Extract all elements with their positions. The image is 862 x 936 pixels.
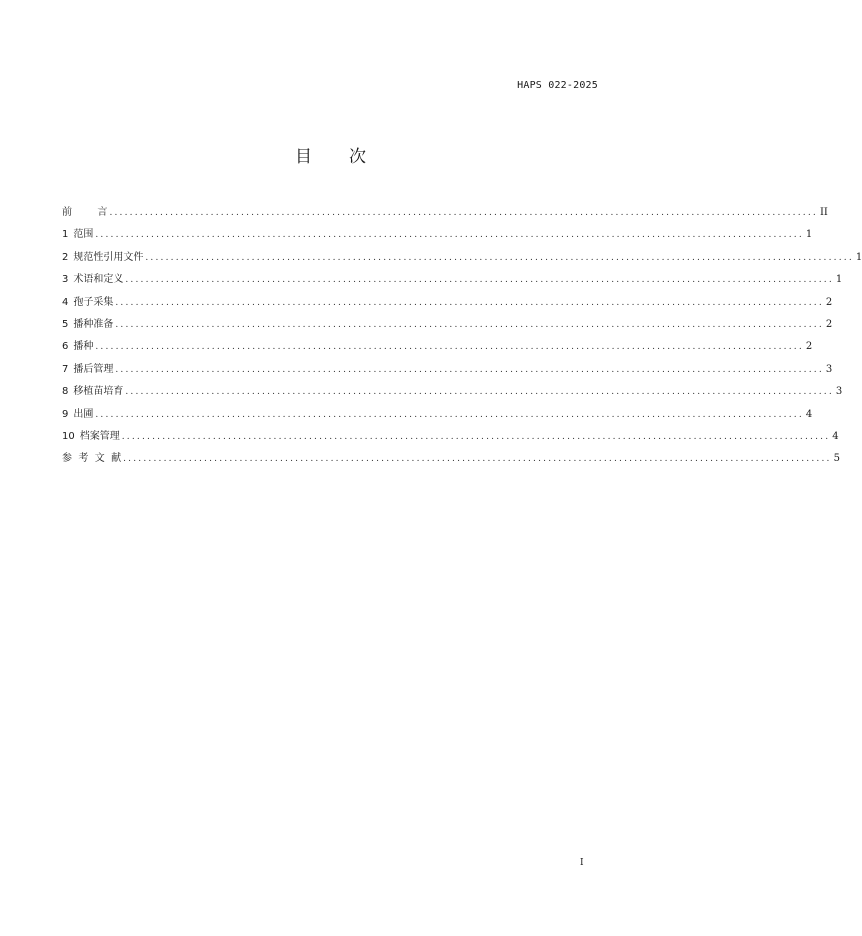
toc-entry-normative-references[interactable] <box>62 247 862 269</box>
toc-leader-dots: ............................................................................................................................................ <box>95 409 804 420</box>
toc-entry-number: 3 <box>62 274 69 286</box>
toc-entry-label: 规范性引用文件 <box>73 251 144 263</box>
toc-entry-spore-collection[interactable] <box>62 292 833 314</box>
toc-entry-label: 范围 <box>73 229 94 241</box>
toc-entry-label: 播种 <box>73 341 94 353</box>
toc-leader-dots: ............................................................................................................................................ <box>115 319 824 330</box>
toc-entry-number: 5 <box>62 318 69 330</box>
toc-leader-dots: ............................................................................................................................................ <box>123 454 832 465</box>
toc-entry-transplant-cultivation[interactable] <box>62 381 843 403</box>
toc-entry-page: 3 <box>835 386 843 398</box>
toc-entry-page: II <box>819 207 828 218</box>
toc-leader-dots: ............................................................................................................................................ <box>115 364 824 375</box>
toc-leader-dots: ............................................................................................................................................ <box>115 297 824 308</box>
toc-entry-page: 4 <box>832 430 839 442</box>
toc-leader-dots: ............................................................................................................................................ <box>125 387 834 398</box>
toc-entry-number: 2 <box>62 251 69 263</box>
toc-entry-page: 4 <box>805 408 813 420</box>
title-char-2: 次 <box>349 147 367 167</box>
toc-entry-page: 1 <box>855 251 862 263</box>
toc-entry-page: 1 <box>835 274 843 286</box>
title-char-1: 目 <box>295 147 313 167</box>
toc-entry-sowing-preparation[interactable] <box>62 314 833 336</box>
toc-entry-label: 参 考 文 献 <box>62 453 122 465</box>
toc-entry-number: 9 <box>62 408 69 420</box>
page-title <box>0 142 662 167</box>
toc-entry-number: 7 <box>62 363 69 375</box>
toc-entry-page: 3 <box>825 363 833 375</box>
toc-entry-label: 孢子采集 <box>73 296 114 308</box>
toc-entry-page: 2 <box>825 318 833 330</box>
toc-entry-post-sowing-management[interactable] <box>62 359 833 381</box>
toc-entry-records-management[interactable] <box>62 426 839 448</box>
toc-leader-dots: ............................................................................................................................................ <box>95 342 804 353</box>
page-number: I <box>580 858 584 868</box>
toc-entry-label: 术语和定义 <box>73 274 124 286</box>
toc-entry-label: 出圃 <box>73 408 94 420</box>
toc-entry-label: 移植苗培育 <box>73 386 124 398</box>
toc-leader-dots: ............................................................................................................................................ <box>95 230 804 241</box>
toc-entry-number: 1 <box>62 229 69 241</box>
toc-entry-number: 10 <box>62 430 75 442</box>
toc-entry-terms-definitions[interactable] <box>62 269 843 291</box>
toc-entry-nursery-outplanting[interactable] <box>62 404 813 426</box>
toc-entry-label: 播后管理 <box>73 363 114 375</box>
toc-entry-label: 前 言 <box>62 207 108 218</box>
toc-entry-number: 4 <box>62 296 69 308</box>
toc-entry-page: 2 <box>825 296 833 308</box>
toc-entry-number: 8 <box>62 386 69 398</box>
toc-entry-page: 2 <box>805 341 813 353</box>
toc-entry-scope[interactable] <box>62 224 813 246</box>
toc-entry-label: 播种准备 <box>73 318 114 330</box>
toc-leader-dots: ............................................................................................................................................ <box>125 275 834 286</box>
toc-leader-dots: ............................................................................................................................................ <box>145 252 854 263</box>
toc-leader-dots: ............................................................................................................................................ <box>109 208 818 218</box>
toc-entry-bibliography[interactable] <box>62 448 840 470</box>
toc-entry-page: 1 <box>805 229 813 241</box>
toc-leader-dots: ............................................................................................................................................ <box>121 431 831 442</box>
table-of-contents <box>62 202 862 471</box>
toc-entry-page: 5 <box>833 453 840 465</box>
document-id: HAPS 022-2025 <box>517 80 598 91</box>
toc-entry-foreword[interactable] <box>62 202 828 224</box>
toc-entry-sowing[interactable] <box>62 336 813 358</box>
toc-entry-number: 6 <box>62 341 69 353</box>
toc-entry-label: 档案管理 <box>79 430 120 442</box>
